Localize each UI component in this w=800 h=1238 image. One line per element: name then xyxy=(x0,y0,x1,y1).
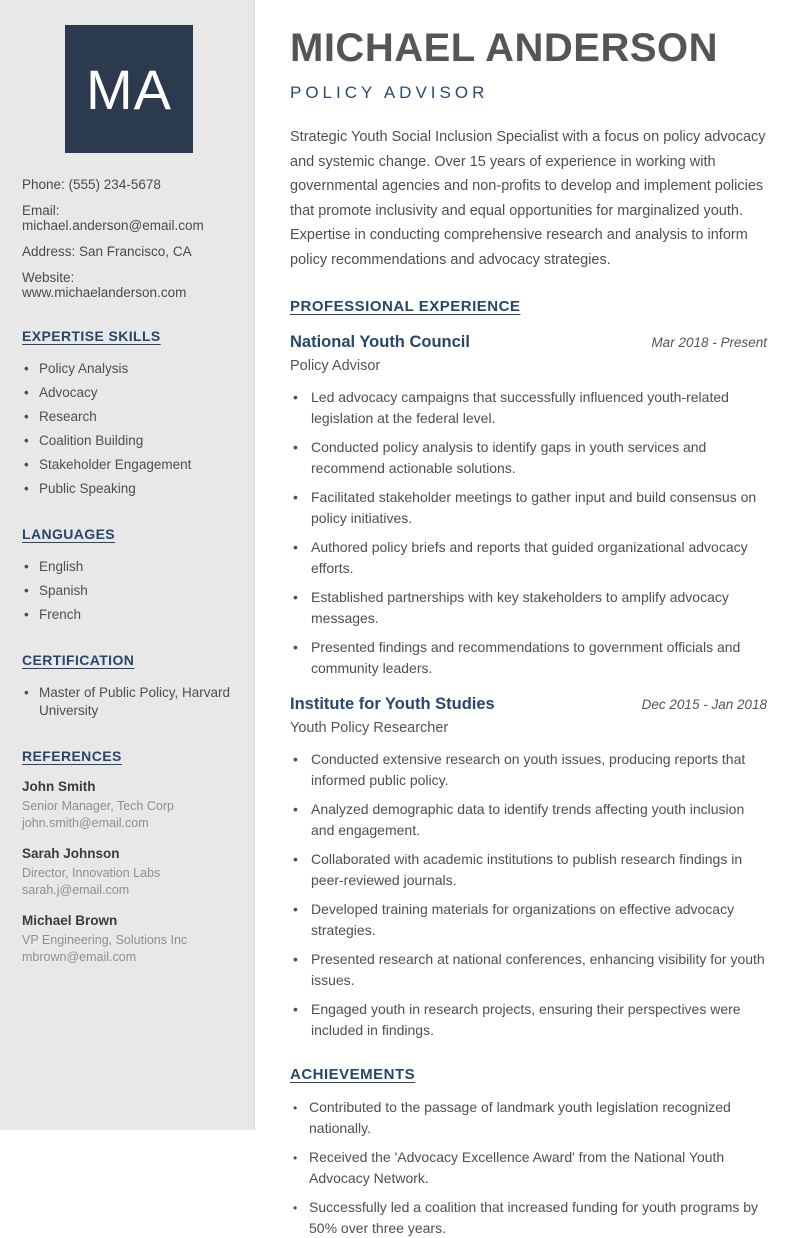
main-content xyxy=(255,0,800,1238)
job-bullet-list xyxy=(290,749,767,1040)
contact-email: Email: michael.anderson@email.com xyxy=(22,203,204,233)
summary-paragraph: Strategic Youth Social Inclusion Specialist with a focus on policy advocacy and systemic change. Over 15 years of experience in working with governmental agencies and non-profits to develop and implement policies that promote inclusivity and equal opportunities for marginalized youth. Expertise in conducting comprehensive research and analysis to inform policy recommendations and advocacy strategies. xyxy=(290,129,766,268)
job-entry xyxy=(290,333,767,678)
skill-item: • Policy Analysis xyxy=(22,360,236,378)
certification-heading: CERTIFICATION xyxy=(22,652,135,668)
job-role: Policy Advisor xyxy=(290,358,381,374)
company-name: National Youth Council xyxy=(290,333,470,351)
achievement-item: • Received the 'Advocacy Excellence Award' from the National Youth Advocacy Network. xyxy=(290,1147,767,1188)
section-certification xyxy=(22,652,236,720)
achievements-list xyxy=(290,1097,767,1238)
job-bullet: • Facilitated stakeholder meetings to gather input and build consensus on policy initiatives. xyxy=(290,487,767,528)
job-bullet: • Conducted policy analysis to identify gaps in youth services and recommend actionable solutions. xyxy=(290,437,767,478)
language-item: • Spanish xyxy=(22,582,236,600)
avatar xyxy=(65,25,193,153)
job-bullet: • Authored policy briefs and reports that guided organizational advocacy efforts. xyxy=(290,537,767,578)
professional-experience-heading: PROFESSIONAL EXPERIENCE xyxy=(290,298,521,315)
reference-role: VP Engineering, Solutions Inc xyxy=(22,933,188,947)
certification-item: • Master of Public Policy, Harvard University xyxy=(22,684,236,720)
reference-name: John Smith xyxy=(22,779,96,794)
company-name: Institute for Youth Studies xyxy=(290,695,495,713)
job-bullet: • Presented findings and recommendations to government officials and community leaders. xyxy=(290,637,767,678)
languages-list xyxy=(22,558,236,624)
section-achievements xyxy=(290,1066,767,1238)
reference-email: mbrown@email.com xyxy=(22,950,137,964)
reference-entry xyxy=(22,846,236,899)
section-professional-experience xyxy=(290,298,767,1040)
reference-entry xyxy=(22,779,236,832)
contact-website: Website: www.michaelanderson.com xyxy=(22,270,187,300)
contact-address: Address: San Francisco, CA xyxy=(22,244,192,259)
job-bullet: • Analyzed demographic data to identify trends affecting youth inclusion and engagement. xyxy=(290,799,767,840)
reference-entry xyxy=(22,913,236,966)
skill-item: • Coalition Building xyxy=(22,432,236,450)
section-references xyxy=(22,748,236,966)
job-dates: Dec 2015 - Jan 2018 xyxy=(641,697,767,712)
reference-role: Director, Innovation Labs xyxy=(22,866,161,880)
languages-heading: LANGUAGES xyxy=(22,526,116,542)
job-dates: Mar 2018 - Present xyxy=(651,335,767,350)
section-languages xyxy=(22,526,236,624)
certification-list xyxy=(22,684,236,720)
candidate-name: MICHAEL ANDERSON xyxy=(290,26,719,70)
achievement-item: • Contributed to the passage of landmark youth legislation recognized nationally. xyxy=(290,1097,767,1138)
job-bullet: • Led advocacy campaigns that successfully influenced youth-related legislation at the federal level. xyxy=(290,387,767,428)
job-role: Youth Policy Researcher xyxy=(290,720,449,736)
contact-phone: Phone: (555) 234-5678 xyxy=(22,177,161,192)
skill-item: • Advocacy xyxy=(22,384,236,402)
job-bullet: • Established partnerships with key stakeholders to amplify advocacy messages. xyxy=(290,587,767,628)
expertise-skills-heading: EXPERTISE SKILLS xyxy=(22,328,161,344)
language-item: • French xyxy=(22,606,236,624)
contact-block xyxy=(22,177,236,300)
candidate-title: POLICY ADVISOR xyxy=(290,83,489,102)
job-bullet-list xyxy=(290,387,767,678)
job-bullet: • Engaged youth in research projects, ensuring their perspectives were included in findings. xyxy=(290,999,767,1040)
job-bullet: • Collaborated with academic institutions to publish research findings in peer-reviewed journals. xyxy=(290,849,767,890)
section-expertise-skills xyxy=(22,328,236,498)
skill-item: • Public Speaking xyxy=(22,480,236,498)
reference-name: Michael Brown xyxy=(22,913,118,928)
skills-list xyxy=(22,360,236,498)
job-entry xyxy=(290,695,767,1040)
achievements-heading: ACHIEVEMENTS xyxy=(290,1066,416,1083)
job-header xyxy=(290,695,767,714)
achievement-item: • Successfully led a coalition that increased funding for youth programs by 50% over three years. xyxy=(290,1197,767,1238)
job-header xyxy=(290,333,767,352)
references-heading: REFERENCES xyxy=(22,748,122,764)
reference-role: Senior Manager, Tech Corp xyxy=(22,799,174,813)
reference-name: Sarah Johnson xyxy=(22,846,120,861)
reference-email: john.smith@email.com xyxy=(22,816,149,830)
language-item: • English xyxy=(22,558,236,576)
reference-email: sarah.j@email.com xyxy=(22,883,130,897)
skill-item: • Research xyxy=(22,408,236,426)
sidebar xyxy=(0,0,255,1130)
job-bullet: • Developed training materials for organizations on effective advocacy strategies. xyxy=(290,899,767,940)
skill-item: • Stakeholder Engagement xyxy=(22,456,236,474)
job-bullet: • Conducted extensive research on youth issues, producing reports that informed public policy. xyxy=(290,749,767,790)
avatar-initials: MA xyxy=(86,57,172,121)
job-bullet: • Presented research at national conferences, enhancing visibility for youth issues. xyxy=(290,949,767,990)
